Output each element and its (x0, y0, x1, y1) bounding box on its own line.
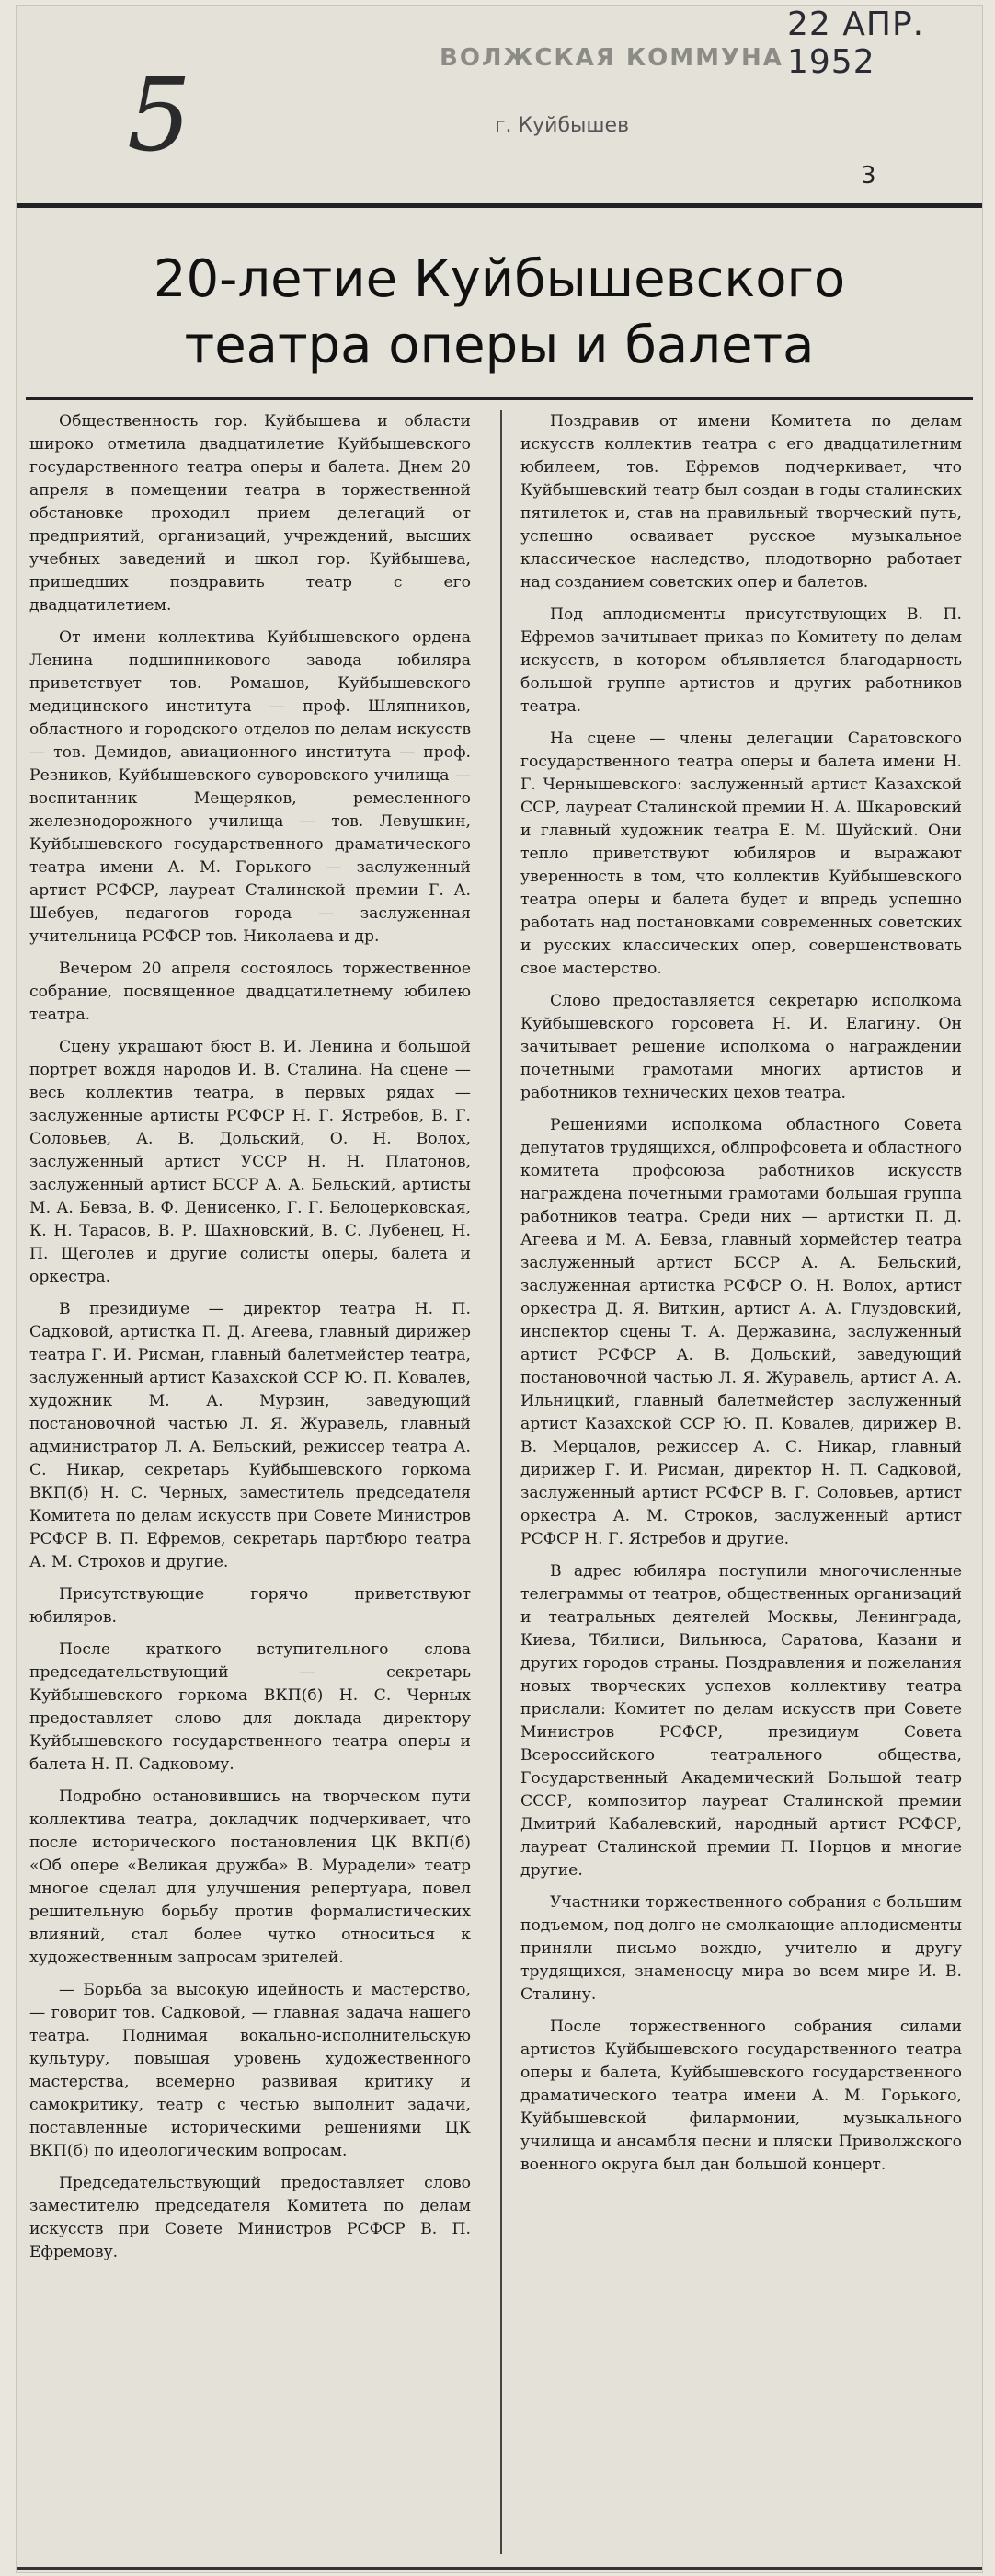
paragraph: После краткого вступительного слова председательствующий — секретарь Куйбышевского горкома ВКП(б) Н. С. Черных предоставляет слово для доклада директору Куйбышевского государственного театра оперы и балета Н. П. Садковому. (29, 1640, 471, 1774)
paragraph: Сцену украшают бюст В. И. Ленина и большой портрет вождя народов И. В. Сталина. На сцене — весь коллектив театра, в первых рядах — заслуженные артисты РСФСР Н. Г. Ястребов, В. Г. Соловьев, А. В. Дольский, О. Н. Волох, заслуженный артист УССР Н. Н. Платонов, заслуженный артист БССР А. А. Бельский, артисты М. А. Бевза, В. Ф. Денисенко, Г. Г. Белоцерковская, К. Н. Тарасов, В. Р. Шахновский, В. С. Лубенец, Н. П. Щеголев и другие солисты оперы, балета и оркестра. (29, 1038, 471, 1286)
headline-line-1: 20-летие Куйбышевского (153, 249, 846, 309)
top-rule (17, 203, 982, 208)
headline-line-2: театра оперы и балета (184, 316, 815, 375)
paragraph: Решениями исполкома областного Совета депутатов трудящихся, облпрофсовета и областного комитета профсоюза работников искусств награждена почетными грамотами большая группа работников театра. Среди них — артистки П. Д. Агеева и М. А. Бевза, главный хормейстер театра заслуженный артист БССР А. А. Бельский, заслуженная артистка РСФСР О. Н. Волох, артист оркестра Д. Я. Виткин, артист А. А. Глуздовский, инспектор сцены Т. А. Державина, заслуженный артист РСФСР А. В. Дольский, заведующий постановочной частью Л. Я. Журавель, артист А. А. Ильницкий, главный балетмейстер заслуженный артист Казахской ССР Ю. П. Ковалев, дирижер В. В. Мерцалов, режиссер А. С. Никар, главный дирижер Г. И. Рисман, директор Н. П. Садковой, заслуженный артист РСФСР В. Г. Соловьев, артист оркестра А. М. Строков, заслуженный артист РСФСР Н. Г. Ястребов и другие. (520, 1116, 962, 1548)
article-column-right (520, 410, 962, 2563)
city-line: г. Куйбышев (495, 114, 630, 137)
paragraph: Слово предоставляется секретарю исполкома Куйбышевского горсовета Н. И. Елагину. Он зачитывает решение исполкома о награждении почетными грамотами многих артистов и работников технических цехов театра. (520, 992, 962, 1102)
bottom-rule (17, 2567, 982, 2570)
paragraph: В президиуме — директор театра Н. П. Садковой, артистка П. Д. Агеева, главный дирижер театра Г. И. Рисман, главный балетмейстер театра, заслуженный артист Казахской ССР Ю. П. Ковалев, художник М. А. Мурзин, заведующий постановочной частью Л. Я. Журавель, главный администратор Л. А. Бельский, режиссер театра А. С. Никар, секретарь Куйбышевского горкома ВКП(б) Н. С. Черных, заместитель председателя Комитета по делам искусств при Совете Министров РСФСР В. П. Ефремов, секретарь партбюро театра А. М. Строхов и другие. (29, 1300, 471, 1571)
paragraph: Присутствующие горячо приветствуют юбиляров. (29, 1585, 471, 1627)
paragraph: Подробно остановившись на творческом пути коллектива театра, докладчик подчеркивает, что после исторического постановления ЦК ВКП(б) «Об опере «Великая дружба» В. Мурадели» театр многое сделал для улучшения репертуара, повел решительную борьбу против формалистических влияний, стал более чутко относиться к художественным запросам зрителей. (29, 1788, 471, 1967)
column-divider (500, 410, 502, 2554)
article-column-left (29, 410, 471, 2563)
paragraph: На сцене — члены делегации Саратовского государственного театра оперы и балета имени Н. Г. Чернышевского: заслуженный артист Казахской ССР, лауреат Сталинской премии Н. А. Шкаровский и главный художник театра Е. М. Шуйский. Они тепло приветствуют юбиляров и выражают уверенность в том, что коллектив Куйбышевского театра оперы и балета будет и впредь успешно работать над постановками современных советских и русских классических опер, совершенствовать свое мастерство. (520, 730, 962, 978)
newspaper-clipping (17, 6, 982, 2572)
date-stamp: 22 АПР. 1952 (787, 6, 925, 81)
paragraph: Вечером 20 апреля состоялось торжественное собрание, посвященное двадцатилетнему юбилею театра. (29, 960, 471, 1024)
article-headline (53, 247, 945, 379)
paragraph: Общественность гор. Куйбышева и области широко отметила двадцатилетие Куйбышевского государственного театра оперы и балета. Днем 20 апреля в помещении театра в торжественной обстановке проходил прием делегаций от предприятий, организаций, учреждений, высших учебных заведений и школ гор. Куйбышева, пришедших поздравить театр с его двадцатилетием. (29, 412, 471, 615)
newspaper-masthead: ВОЛЖСКАЯ КОММУНА (440, 44, 783, 72)
paragraph: От имени коллектива Куйбышевского ордена Ленина подшипникового завода юбиляра приветствует тов. Ромашов, Куйбышевского медицинского института — проф. Шляпников, областного и городского отделов по делам искусств — тов. Демидов, авиационного института — проф. Резников, Куйбышевского суворовского училища — воспитанник Мещеряков, ремесленного железнодорожного училища — тов. Левушкин, Куйбышевского государственного драматического театра имени А. М. Горького — заслуженный артист РСФСР, лауреат Сталинской премии Г. А. Шебуев, педагогов города — заслуженная учительница РСФСР тов. Николаева и др. (29, 628, 471, 946)
paragraph: — Борьба за высокую идейность и мастерство, — говорит тов. Садковой, — главная задача нашего театра. Поднимая вокально-исполнительскую культуру, повышая уровень художественного мастерства, всемерно развивая критику и самокритику, театр с честью выполнит задачи, поставленные историческими решениями ЦК ВКП(б) по идеологическим вопросам. (29, 1981, 471, 2160)
paragraph: Под аплодисменты присутствующих В. П. Ефремов зачитывает приказ по Комитету по делам искусств, в котором объявляется благодарность большой группе артистов и других работников театра. (520, 605, 962, 716)
headline-rule (26, 397, 973, 400)
paragraph: Участники торжественного собрания с большим подъемом, под долго не смолкающие аплодисменты приняли письмо вождю, учителю и другу трудящихся, знаменосцу мира во всем мире И. В. Сталину. (520, 1893, 962, 2004)
handwritten-number: 5 (127, 56, 191, 174)
paragraph: После торжественного собрания силами артистов Куйбышевского государственного театра оперы и балета, Куйбышевского государственного драматического театра имени А. М. Горького, Куйбышевской филармонии, музыкального училища и ансамбля песни и пляски Приволжского военного округа был дан большой концерт. (520, 2018, 962, 2174)
paragraph: В адрес юбиляра поступили многочисленные телеграммы от театров, общественных организаций и театральных деятелей Москвы, Ленинграда, Киева, Тбилиси, Вильнюса, Саратова, Казани и других городов страны. Поздравления и пожелания новых творческих успехов коллективу театра прислали: Комитет по делам искусств при Совете Министров РСФСР, президиум Совета Всероссийского театрального общества, Государственный Академический Большой театр СССР, композитор лауреат Сталинской премии Дмитрий Кабалевский, народный артист РСФСР, лауреат Сталинской премии П. Норцов и многие другие. (520, 1562, 962, 1880)
page-number: 3 (861, 162, 876, 190)
paragraph: Поздравив от имени Комитета по делам искусств коллектив театра с его двадцатилетним юбилеем, тов. Ефремов подчеркивает, что Куйбышевский театр был создан в годы сталинских пятилеток и, став на правильный творческий путь, успешно осваивает русское музыкальное классическое наследство, плодотворно работает над созданием советских опер и балетов. (520, 412, 962, 592)
paragraph: Председательствующий предоставляет слово заместителю председателя Комитета по делам искусств при Совете Министров РСФСР В. П. Ефремову. (29, 2174, 471, 2261)
